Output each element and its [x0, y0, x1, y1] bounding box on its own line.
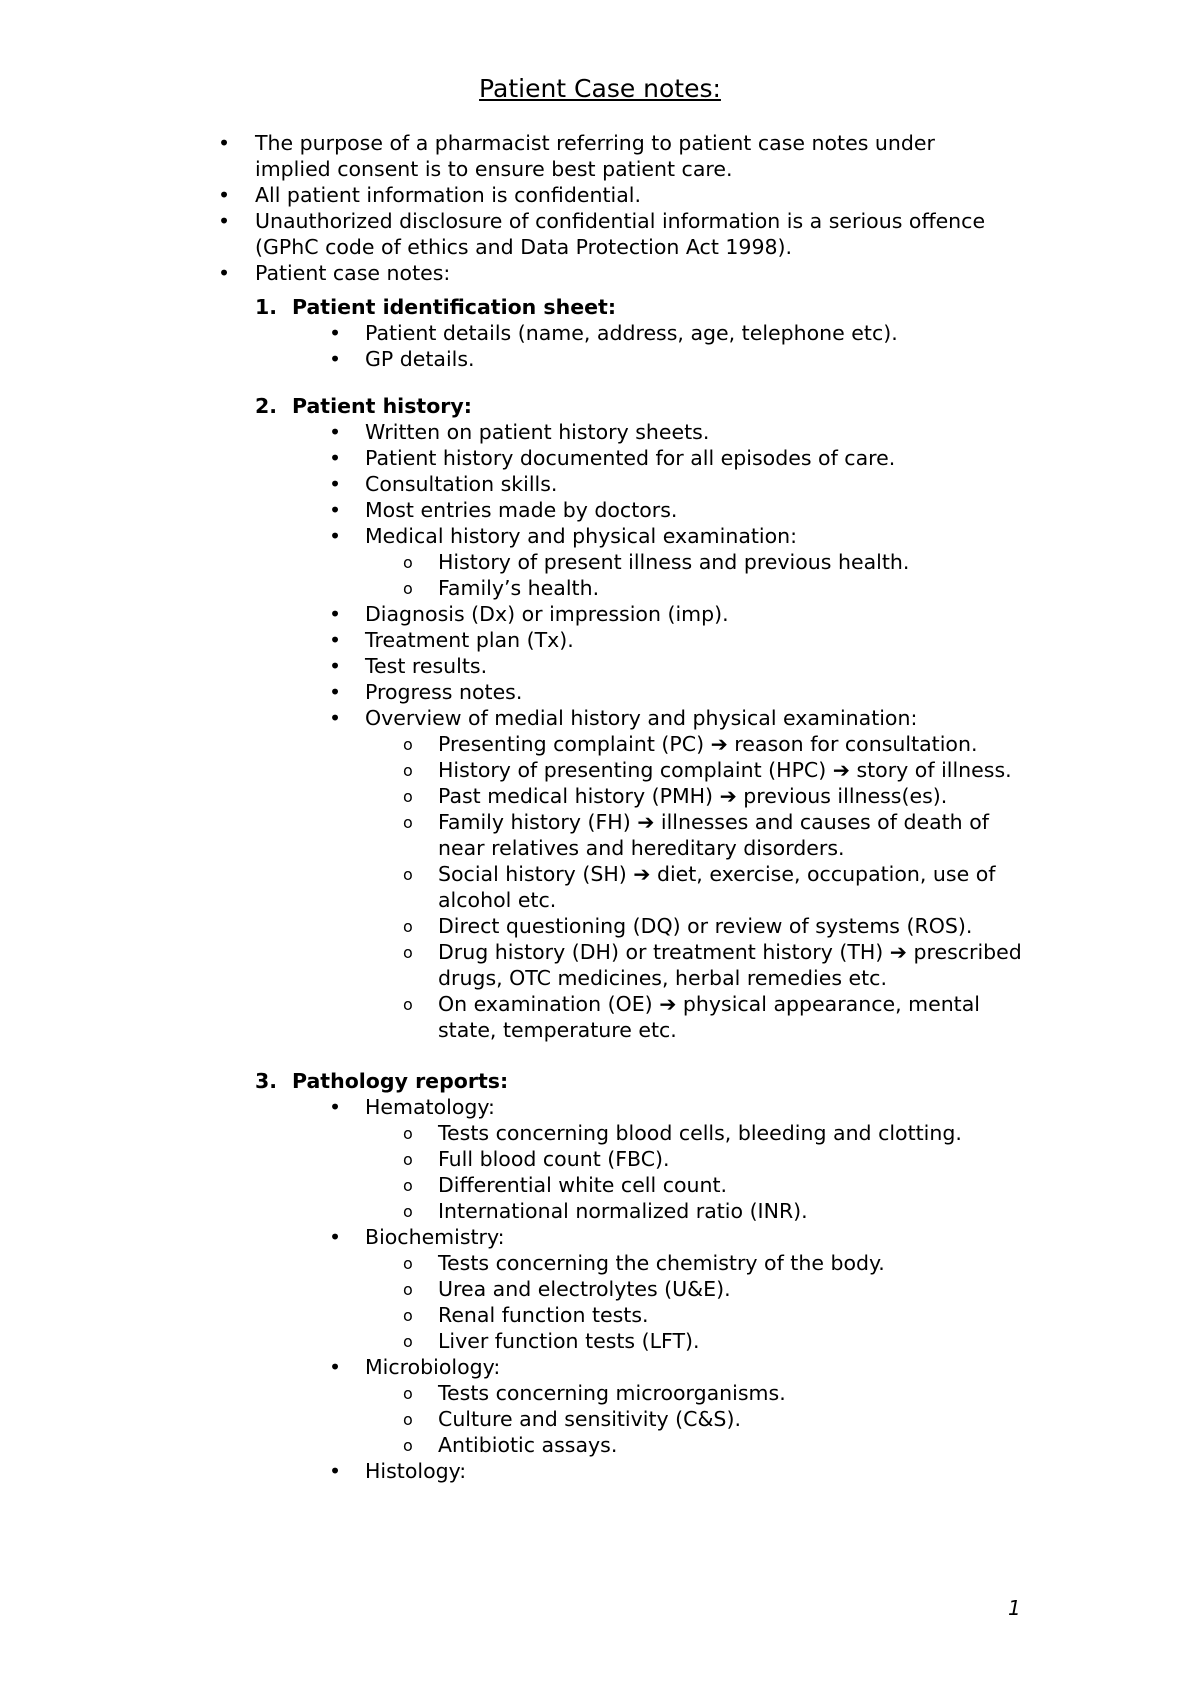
bullet-icon: •: [329, 321, 342, 345]
sub-list-item: [0, 991, 1038, 1043]
sub-list-item: [0, 1172, 1038, 1198]
section-heading: [255, 294, 1200, 320]
circle-bullet-icon: o: [403, 1150, 413, 1169]
circle-bullet-icon: o: [403, 761, 413, 780]
list-item-text: Progress notes.: [365, 680, 523, 704]
list-item-text: Written on patient history sheets.: [365, 420, 710, 444]
list-item: [0, 1354, 1025, 1380]
section-2: [255, 393, 1200, 1043]
bullet-icon: •: [329, 1225, 342, 1249]
list-item-text: Microbiology:: [365, 1355, 501, 1379]
intro-item-text: The purpose of a pharmacist referring to patient case notes under implied consent is to ensure best patient care.: [255, 131, 935, 181]
sub-list-item-text: Past medical history (PMH) ➔ previous illness(es).: [438, 784, 948, 808]
circle-bullet-icon: o: [403, 579, 413, 598]
intro-item: [0, 208, 1015, 260]
circle-bullet-icon: o: [403, 813, 413, 832]
section-heading-text: Patient identification sheet:: [292, 295, 617, 319]
circle-bullet-icon: o: [403, 1436, 413, 1455]
bullet-icon: •: [329, 1095, 342, 1119]
list-item: [0, 653, 1025, 679]
section-number: 2.: [255, 394, 278, 418]
list-item: [0, 679, 1025, 705]
list-item: [0, 1094, 1025, 1120]
circle-bullet-icon: o: [403, 865, 413, 884]
list-item: [0, 471, 1025, 497]
list-item: [0, 523, 1025, 549]
bullet-icon: •: [329, 1355, 342, 1379]
list-item-text: Patient history documented for all episodes of care.: [365, 446, 896, 470]
list-item: [0, 1224, 1025, 1250]
sub-list-item-text: Renal function tests.: [438, 1303, 649, 1327]
sub-list-item: [0, 1198, 1038, 1224]
list-item: [0, 627, 1025, 653]
sub-list-item: [0, 731, 1038, 757]
sub-list-item: [0, 1276, 1038, 1302]
sub-list-item-text: Social history (SH) ➔ diet, exercise, occupation, use of alcohol etc.: [438, 862, 996, 912]
circle-bullet-icon: o: [403, 1384, 413, 1403]
sub-list-item-text: Family history (FH) ➔ illnesses and causes of death of near relatives and hereditary disorders.: [438, 810, 989, 860]
intro-item-text: Unauthorized disclosure of confidential information is a serious offence (GPhC code of ethics and Data Protection Act 1998).: [255, 209, 986, 259]
sub-list-item: [0, 861, 1038, 913]
bullet-icon: •: [329, 420, 342, 444]
section-item-list: [255, 419, 1200, 1043]
sub-list-item-text: Drug history (DH) or treatment history (TH) ➔ prescribed drugs, OTC medicines, herbal remedies etc.: [438, 940, 1022, 990]
sub-list-item-text: History of present illness and previous health.: [438, 550, 910, 574]
list-item: [0, 497, 1025, 523]
intro-item-text: All patient information is confidential.: [255, 183, 641, 207]
list-item: [0, 346, 1025, 372]
intro-item: [0, 260, 1015, 286]
sub-list-item-text: On examination (OE) ➔ physical appearance, mental state, temperature etc.: [438, 992, 980, 1042]
document-body: [0, 130, 1200, 1484]
sub-list-item-text: Tests concerning the chemistry of the body.: [438, 1251, 885, 1275]
list-item: [0, 320, 1025, 346]
bullet-icon: •: [329, 706, 342, 730]
circle-bullet-icon: o: [403, 1332, 413, 1351]
sub-list-item: [0, 1120, 1038, 1146]
sub-list-item: [0, 1328, 1038, 1354]
bullet-icon: •: [329, 1459, 342, 1483]
sub-list-item-text: Liver function tests (LFT).: [438, 1329, 700, 1353]
bullet-icon: •: [218, 131, 231, 155]
sub-list-item-text: International normalized ratio (INR).: [438, 1199, 808, 1223]
section-heading: [255, 1068, 1200, 1094]
list-item-text: Hematology:: [365, 1095, 495, 1119]
sub-list-item-text: Direct questioning (DQ) or review of systems (ROS).: [438, 914, 973, 938]
circle-bullet-icon: o: [403, 1306, 413, 1325]
bullet-icon: •: [329, 524, 342, 548]
sub-list-item: [0, 1146, 1038, 1172]
sub-list-item-text: Tests concerning blood cells, bleeding and clotting.: [438, 1121, 962, 1145]
circle-bullet-icon: o: [403, 1280, 413, 1299]
sub-list-item: [0, 913, 1038, 939]
list-item: [0, 1458, 1025, 1484]
bullet-icon: •: [218, 209, 231, 233]
circle-bullet-icon: o: [403, 943, 413, 962]
section-number: 3.: [255, 1069, 278, 1093]
sub-list-item-text: Presenting complaint (PC) ➔ reason for consultation.: [438, 732, 978, 756]
section-item-list: [255, 1094, 1200, 1484]
sub-list-item-text: Antibiotic assays.: [438, 1433, 618, 1457]
circle-bullet-icon: o: [403, 735, 413, 754]
section-heading-text: Pathology reports:: [292, 1069, 509, 1093]
sub-list-item-text: Family’s health.: [438, 576, 600, 600]
list-item-text: GP details.: [365, 347, 475, 371]
list-item: [0, 705, 1025, 731]
list-item-text: Histology:: [365, 1459, 467, 1483]
section-1: [255, 294, 1200, 372]
circle-bullet-icon: o: [403, 1176, 413, 1195]
sub-list-item: [0, 783, 1038, 809]
list-item-text: Treatment plan (Tx).: [365, 628, 574, 652]
circle-bullet-icon: o: [403, 1254, 413, 1273]
sub-list-item: [0, 1432, 1038, 1458]
sub-list-item: [0, 809, 1038, 861]
sections-container: [0, 294, 1200, 1484]
page-title: Patient Case notes:: [479, 74, 721, 103]
list-item: [0, 419, 1025, 445]
section-heading: [255, 393, 1200, 419]
list-item: [0, 445, 1025, 471]
list-item-text: Most entries made by doctors.: [365, 498, 678, 522]
list-item-text: Medical history and physical examination:: [365, 524, 798, 548]
bullet-icon: •: [218, 261, 231, 285]
bullet-icon: •: [329, 602, 342, 626]
sub-list-item: [0, 1250, 1038, 1276]
list-item-text: Overview of medial history and physical examination:: [365, 706, 918, 730]
list-item: [0, 601, 1025, 627]
list-item-text: Consultation skills.: [365, 472, 558, 496]
list-item-text: Patient details (name, address, age, telephone etc).: [365, 321, 898, 345]
intro-item-text: Patient case notes:: [255, 261, 451, 285]
circle-bullet-icon: o: [403, 787, 413, 806]
page-number: 1: [1008, 1596, 1021, 1620]
section-spacer: [0, 372, 1200, 385]
circle-bullet-icon: o: [403, 1202, 413, 1221]
section-number: 1.: [255, 295, 278, 319]
bullet-icon: •: [329, 498, 342, 522]
sub-list-item: [0, 1380, 1038, 1406]
bullet-icon: •: [218, 183, 231, 207]
sub-list-item: [0, 939, 1038, 991]
section-3: [255, 1068, 1200, 1484]
bullet-icon: •: [329, 472, 342, 496]
intro-item: [0, 130, 1015, 182]
sub-list-item-text: History of presenting complaint (HPC) ➔ story of illness.: [438, 758, 1012, 782]
circle-bullet-icon: o: [403, 1124, 413, 1143]
sub-list-item: [0, 549, 1038, 575]
bullet-icon: •: [329, 628, 342, 652]
sub-list-item-text: Full blood count (FBC).: [438, 1147, 670, 1171]
bullet-icon: •: [329, 680, 342, 704]
intro-list: [0, 130, 1200, 286]
circle-bullet-icon: o: [403, 917, 413, 936]
section-spacer: [0, 1043, 1200, 1060]
list-item-text: Diagnosis (Dx) or impression (imp).: [365, 602, 729, 626]
bullet-icon: •: [329, 446, 342, 470]
section-item-list: [255, 320, 1200, 372]
sub-list-item-text: Culture and sensitivity (C&S).: [438, 1407, 741, 1431]
bullet-icon: •: [329, 654, 342, 678]
sub-list-item: [0, 575, 1038, 601]
list-item-text: Test results.: [365, 654, 488, 678]
section-heading-text: Patient history:: [292, 394, 472, 418]
sub-list-item: [0, 1406, 1038, 1432]
list-item-text: Biochemistry:: [365, 1225, 505, 1249]
bullet-icon: •: [329, 347, 342, 371]
sub-list-item: [0, 1302, 1038, 1328]
sub-list-item: [0, 757, 1038, 783]
sub-list-item-text: Tests concerning microorganisms.: [438, 1381, 786, 1405]
sub-list-item-text: Urea and electrolytes (U&E).: [438, 1277, 731, 1301]
circle-bullet-icon: o: [403, 553, 413, 572]
circle-bullet-icon: o: [403, 995, 413, 1014]
sub-list-item-text: Differential white cell count.: [438, 1173, 728, 1197]
circle-bullet-icon: o: [403, 1410, 413, 1429]
intro-item: [0, 182, 1015, 208]
